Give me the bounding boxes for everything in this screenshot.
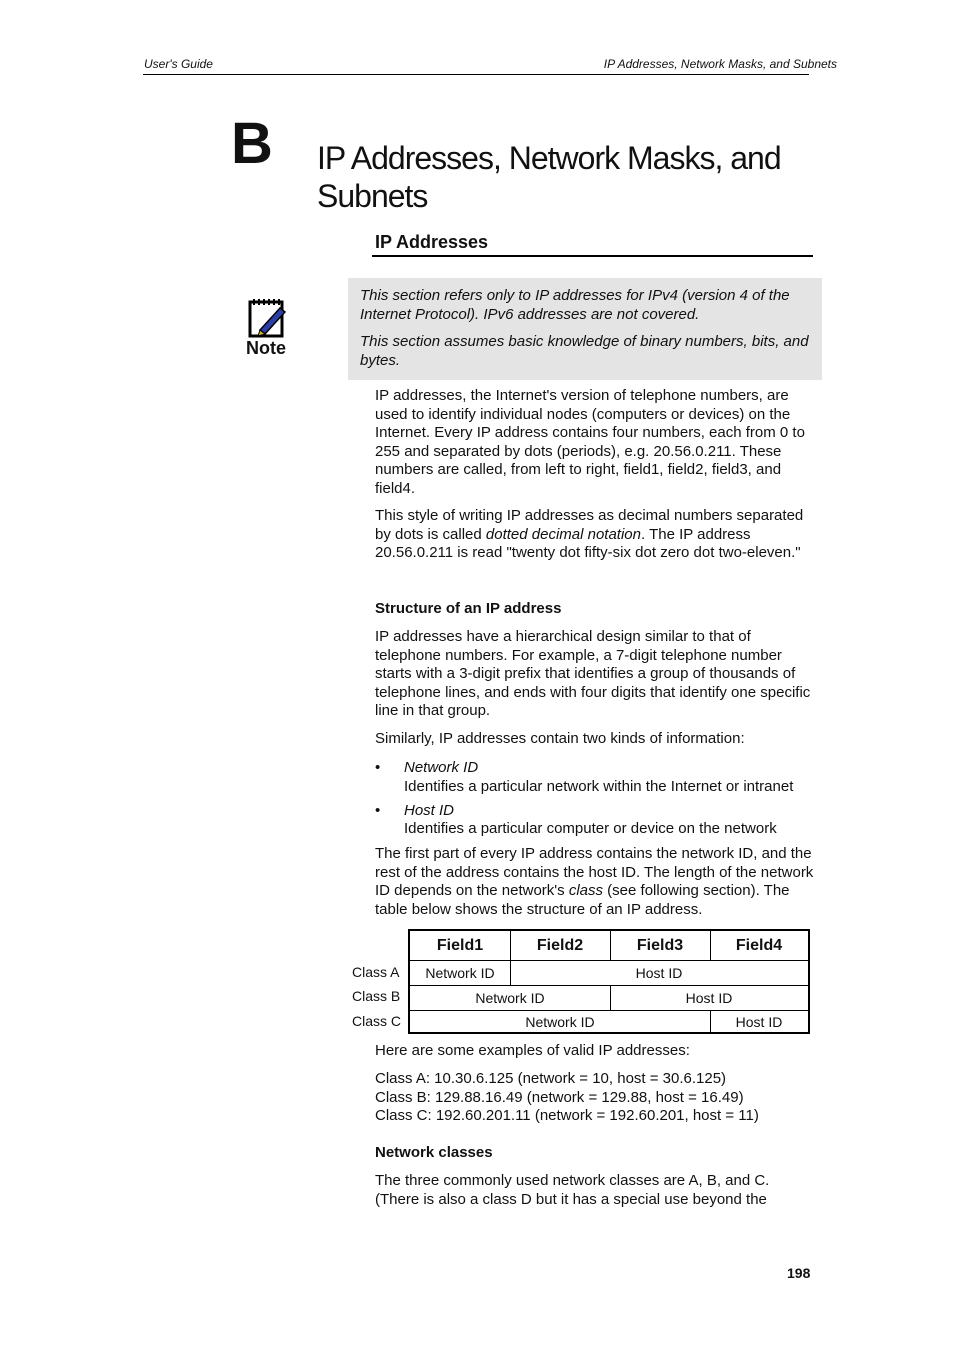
- bullet-marker: •: [375, 802, 381, 819]
- bullet-title: Host ID: [404, 802, 455, 819]
- table-cell-network-id: Network ID: [525, 1014, 595, 1030]
- chapter-letter: B: [231, 111, 273, 176]
- table-cell-network-id: Network ID: [475, 989, 545, 1006]
- note-paragraph-1: This section refers only to IP addresses for IPv4 (version 4 of the Internet Protocol). IPv6 addresses are not covered.: [360, 287, 790, 323]
- bullet-description: Identifies a particular network within the Internet or intranet: [404, 778, 794, 795]
- table-rule: [710, 1010, 711, 1034]
- body-paragraph-3: IP addresses have a hierarchical design similar to that of telephone numbers. For example, a 7-digit telephone number starts with a 3-digit prefix that identifies a group of thousands of telephone lines, and ends with four digits that identify one specific line in that group.: [375, 628, 811, 719]
- ip-structure-table: [408, 929, 810, 1034]
- table-rule: [410, 1010, 808, 1011]
- example-class-c: Class C: 192.60.201.11 (network = 192.60.201, host = 11): [375, 1107, 759, 1124]
- example-class-a: Class A: 10.30.6.125 (network = 10, host = 30.6.125): [375, 1070, 727, 1087]
- table-cell-host-id: Host ID: [685, 989, 733, 1006]
- body-paragraph-6: Here are some examples of valid IP addresses:: [375, 1042, 690, 1059]
- section-divider: [372, 255, 813, 257]
- body-paragraph-5: The first part of every IP address contains the network ID, and the rest of the address contains the host ID. The length of the network ID depends on the network's class (see following section). The table below shows the structure of an IP address.: [375, 845, 814, 918]
- emphasis-term: dotted decimal notation: [485, 525, 641, 543]
- body-paragraph-1: IP addresses, the Internet's version of telephone numbers, are used to identify individual nodes (computers or devices) on the Internet. Every IP address contains four numbers, each from 0 to 255 and separated by dots (periods), e.g. 20.56.0.211. These numbers are called, from left to right, field1, field2, field3, and field4.: [375, 387, 805, 497]
- table-rule: [410, 985, 808, 986]
- table-cell-host-id: Host ID: [735, 1014, 783, 1030]
- subheading-structure: Structure of an IP address: [375, 600, 562, 617]
- row-label-class-a: Class A: [352, 964, 400, 980]
- bullet-marker: •: [375, 759, 381, 776]
- running-header-left: User's Guide: [144, 57, 213, 71]
- subheading-network-classes: Network classes: [375, 1144, 493, 1161]
- table-header-field3: Field3: [636, 936, 684, 954]
- section-title: IP Addresses: [375, 232, 489, 252]
- table-header-field4: Field4: [735, 936, 783, 954]
- body-paragraph-4: Similarly, IP addresses contain two kinds of information:: [375, 730, 745, 747]
- table-rule: [610, 931, 611, 960]
- table-rule: [610, 985, 611, 1010]
- note-paragraph-2: This section assumes basic knowledge of binary numbers, bits, and bytes.: [360, 333, 809, 369]
- body-paragraph-2: This style of writing IP addresses as decimal numbers separated by dots is called dotted decimal notation. The IP address 20.56.0.211 is read "twenty dot fifty-six dot zero dot two-eleven.": [375, 507, 804, 561]
- table-cell-network-id: Network ID: [425, 965, 495, 981]
- note-pad-pen-icon: [246, 296, 290, 340]
- chapter-title: [317, 139, 817, 215]
- bullet-description: Identifies a particular computer or device on the network: [404, 820, 777, 837]
- table-rule: [710, 931, 711, 960]
- chapter-title-line2: Subnets: [317, 178, 428, 214]
- row-label-class-b: Class B: [352, 988, 401, 1004]
- table-header-field1: Field1: [436, 936, 484, 954]
- page-number: 198: [787, 1265, 811, 1281]
- example-list: [375, 1070, 815, 1126]
- emphasis-term: class: [568, 882, 604, 899]
- header-divider: [143, 74, 809, 75]
- example-class-b: Class B: 129.88.16.49 (network = 129.88, host = 16.49): [375, 1088, 744, 1106]
- table-header-field2: Field2: [536, 936, 584, 954]
- note-label: Note: [246, 338, 286, 358]
- body-paragraph-7: The three commonly used network classes are A, B, and C. (There is also a class D but it has a special use beyond the: [375, 1172, 770, 1208]
- row-label-class-c: Class C: [352, 1013, 402, 1029]
- table-cell-host-id: Host ID: [635, 965, 683, 981]
- bullet-title: Network ID: [404, 759, 479, 776]
- table-rule: [510, 931, 511, 985]
- running-header-right: IP Addresses, Network Masks, and Subnets: [603, 57, 837, 71]
- table-rule: [410, 960, 808, 961]
- chapter-title-line1: IP Addresses, Network Masks, and: [317, 140, 781, 176]
